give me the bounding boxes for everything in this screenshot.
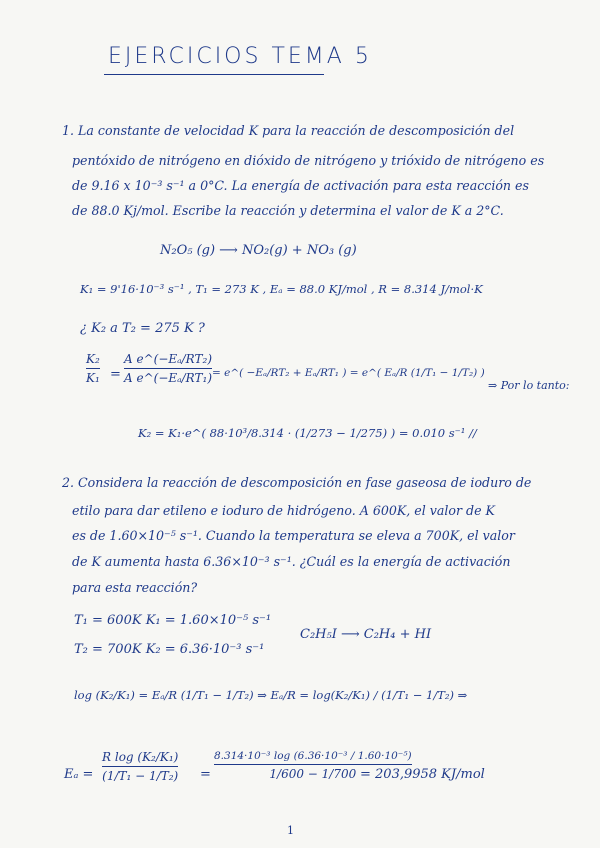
ex2-reaction: C₂H₅I ⟶ C₂H₄ + HI (300, 627, 432, 642)
ex1-ratio-arrhenius-den: A e^(−Eₐ/RT₁) (124, 371, 213, 385)
ex2-ea-formula-num: R log (K₂/K₁) (102, 750, 179, 764)
ex1-reaction: N₂O₅ (g) ⟶ NO₂(g) + NO₃ (g) (160, 243, 357, 258)
ex1-ratio-k-num: K₂ (86, 352, 100, 366)
ex2-log-equation: log (K₂/K₁) = Eₐ/R (1/T₁ − 1/T₂) ⇒ Eₐ/R = log(K₂/K₁) / (1/T₁ − 1/T₂) ⇒ (74, 688, 468, 702)
ex1-exponent-steps: = e^( −Eₐ/RT₂ + Eₐ/RT₁ ) = e^( Eₐ/R (1/T₁ − 1/T₂) ) (212, 367, 485, 379)
ex1-line-4: de 88.0 Kj/mol. Escribe la reacción y determina el valor de K a 2°C. (72, 203, 504, 218)
ex2-line-1: 2. Considera la reacción de descomposición en fase gaseosa de ioduro de (62, 475, 532, 490)
ex2-line-4: de K aumenta hasta 6.36×10⁻³ s⁻¹. ¿Cuál es la energía de activación (72, 554, 511, 569)
ex1-ratio-arrhenius (124, 352, 212, 385)
ex1-data: K₁ = 9'16·10⁻³ s⁻¹ , T₁ = 273 K , Eₐ = 88.0 KJ/mol , R = 8.314 J/mol·K (80, 282, 483, 296)
ex1-ratio-arrhenius-num: A e^(−Eₐ/RT₂) (124, 352, 213, 366)
ex1-therefore: ⇒ Por lo tanto: (488, 379, 570, 392)
ex1-ratio-k (86, 352, 100, 385)
ex1-line-1: 1. La constante de velocidad K para la reacción de descomposición del (62, 123, 515, 138)
ex2-data-2: T₂ = 700K K₂ = 6.36·10⁻³ s⁻¹ (74, 642, 265, 657)
ex1-line-2: pentóxido de nitrógeno en dióxido de nitrógeno y trióxido de nitrógeno es (72, 153, 545, 168)
ex1-result: K₂ = K₁·e^( 88·10³/8.314 · (1/273 − 1/275) ) = 0.010 s⁻¹ // (138, 426, 477, 440)
ex2-ea-result: = 203,9958 KJ/mol (360, 767, 485, 782)
ex2-ea-substituted-den: 1/600 − 1/700 (269, 767, 357, 781)
page-title: EJERCICIOS TEMA 5 (108, 44, 372, 69)
ex1-question: ¿ K₂ a T₂ = 275 K ? (80, 321, 205, 336)
ex2-data-1: T₁ = 600K K₁ = 1.60×10⁻⁵ s⁻¹ (74, 613, 272, 628)
ex1-line-3: de 9.16 x 10⁻³ s⁻¹ a 0°C. La energía de activación para esta reacción es (72, 178, 529, 193)
ex2-ea-formula-den: (1/T₁ − 1/T₂) (102, 769, 179, 783)
ex2-line-3: es de 1.60×10⁻⁵ s⁻¹. Cuando la temperatura se eleva a 700K, el valor (72, 528, 515, 543)
notebook-page: EJERCICIOS TEMA 5 1. La constante de velocidad K para la reacción de descomposición del pentóxido de nitrógeno en dióxido de nitrógeno y trióxido de nitrógeno es de 9.16 x 10⁻³ s⁻¹ a 0°C. La energía de activación para esta reacción es de 88.0 Kj/mol. Escribe la reacción y determina el valor de K a 2°C. N₂O₅ (g) ⟶ NO₂(g) + NO₃ (g) K₁ = 9'16·10⁻³ s⁻¹ , T₁ = 273 K , Eₐ = 88.0 KJ/mol , R = 8.314 J/mol·K ¿ K₂ a T₂ = 275 K ? K₂ K₁ = A e^(−Eₐ/RT₂) A e^(−Eₐ/RT₁) = e^( −Eₐ/RT₂ + Eₐ/RT₁ ) = e^( Eₐ/R (1/T₁ − 1/T₂) ) ⇒ Por lo tanto: K₂ = K₁·e^( 88·10³/8.314 · (1/273 − 1/275) ) = 0.010 s⁻¹ // 2. Considera la reacción de descomposición en fase gaseosa de ioduro de etilo para dar etileno e ioduro de hidrógeno. A 600K, el valor de K es de 1.60×10⁻⁵ s⁻¹. Cuando la temperatura se eleva a 700K, el valor de K aumenta hasta 6.36×10⁻³ s⁻¹. ¿Cuál es la energía de activación para esta reacción? T₁ = 600K K₁ = 1.60×10⁻⁵ s⁻¹ T₂ = 700K K₂ = 6.36·10⁻³ s⁻¹ C₂H₅I ⟶ C₂H₄ + HI log (K₂/K₁) = Eₐ/R (1/T₁ − 1/T₂) ⇒ Eₐ/R = log(K₂/K₁) / (1/T₁ − 1/T₂) ⇒ Eₐ = R log (K₂/K₁) (1/T₁ − 1/T₂) = 8.314·10⁻³ log (6.36·10⁻³ / 1.60·10⁻⁵) 1/600 − 1/700 = 203,9958 KJ/mol 1 (62, 44, 570, 837)
page-number: 1 (287, 824, 294, 837)
title-underline (104, 74, 324, 75)
ex2-ea-lhs: Eₐ = (64, 767, 94, 782)
ex1-ratio-k-den: K₁ (86, 371, 100, 385)
ex2-ea-substituted-num: 8.314·10⁻³ log (6.36·10⁻³ / 1.60·10⁻⁵) (214, 750, 412, 762)
ex2-line-2: etilo para dar etileno e ioduro de hidrógeno. A 600K, el valor de K (72, 503, 495, 518)
ex2-ea-formula (102, 750, 178, 783)
ex2-line-5: para esta reacción? (72, 580, 198, 595)
